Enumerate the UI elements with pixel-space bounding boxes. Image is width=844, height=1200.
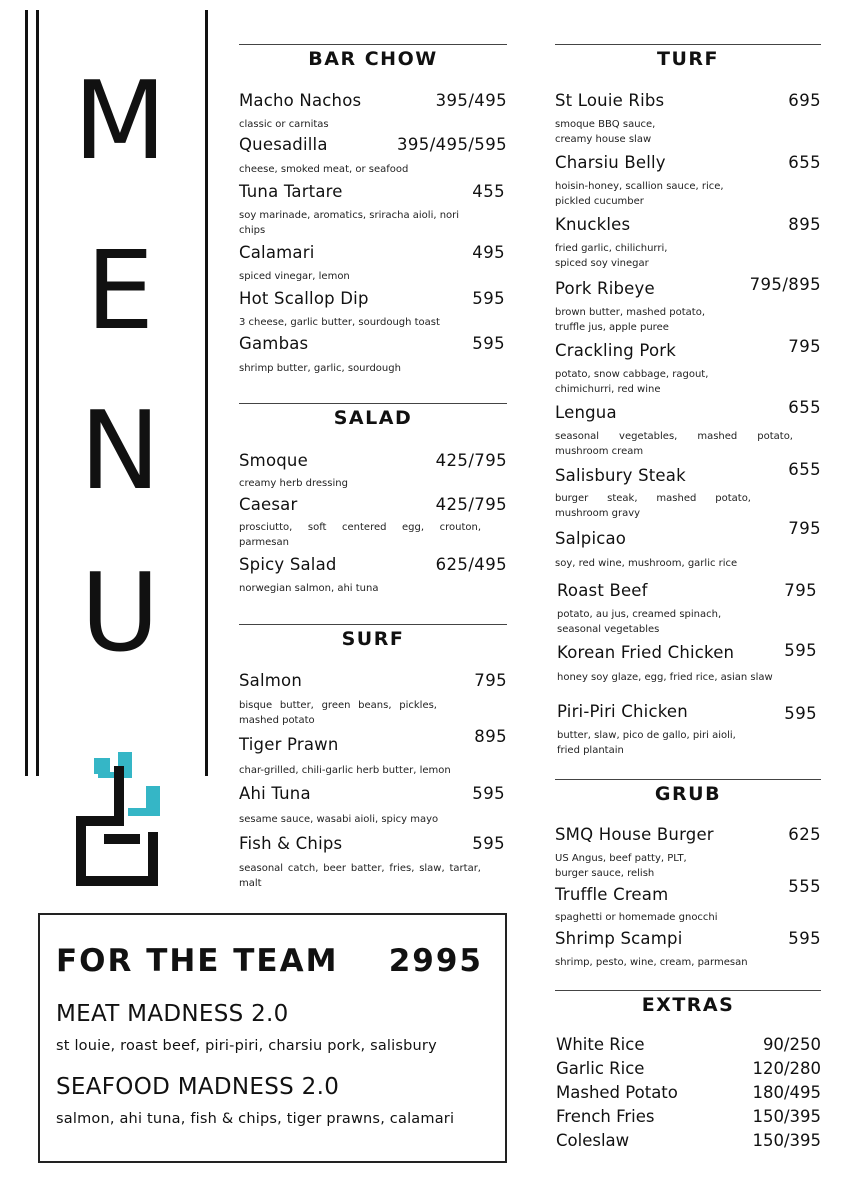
section-bar-chow <box>239 44 507 384</box>
item-price: 595 <box>788 929 821 948</box>
banner-rule-right <box>205 10 208 776</box>
item-name: Ahi Tuna <box>239 784 311 803</box>
item-name: St Louie Ribs <box>555 91 665 110</box>
section-title: SALAD <box>239 403 507 435</box>
section-extras <box>555 990 821 1160</box>
item-price: 395/495/595 <box>397 135 507 154</box>
item-name: Knuckles <box>555 215 631 234</box>
section-surf <box>239 624 507 894</box>
extras-price: 150/395 <box>752 1131 821 1150</box>
extras-row <box>555 1059 821 1083</box>
item-price: 655 <box>788 398 821 417</box>
banner-letter-n: N <box>79 389 161 514</box>
item-description: spaghetti or homemade gnocchi <box>555 912 718 923</box>
extras-row <box>555 1131 821 1155</box>
brand-logo-icon <box>74 752 166 892</box>
item-name: Shrimp Scampi <box>555 929 683 948</box>
team-option-description: st louie, roast beef, piri-piri, charsiu pork, salisbury <box>56 1038 437 1054</box>
item-name: Salisbury Steak <box>555 466 686 485</box>
item-price: 595 <box>472 289 505 308</box>
item-price: 595 <box>472 784 505 803</box>
item-description: 3 cheese, garlic butter, sourdough toast <box>239 317 440 328</box>
extras-name: White Rice <box>556 1035 645 1054</box>
item-description: smoque BBQ sauce, creamy house slaw <box>555 119 656 145</box>
banner-letter-m: M <box>73 59 167 184</box>
team-option-description: salmon, ahi tuna, fish & chips, tiger prawns, calamari <box>56 1111 455 1127</box>
item-name: Tiger Prawn <box>239 735 339 754</box>
item-name: Smoque <box>239 451 308 470</box>
item-description: classic or carnitas <box>239 119 329 130</box>
item-price: 495 <box>472 243 505 262</box>
item-price: 555 <box>788 877 821 896</box>
item-price: 425/795 <box>435 495 507 514</box>
item-name: Korean Fried Chicken <box>557 643 735 662</box>
section-turf <box>555 44 821 764</box>
item-price: 595 <box>472 834 505 853</box>
extras-name: French Fries <box>556 1107 655 1126</box>
item-name: Macho Nachos <box>239 91 362 110</box>
item-name: Pork Ribeye <box>555 279 655 298</box>
item-description: fried garlic, chilichurri, spiced soy vinegar <box>555 243 668 269</box>
extras-name: Garlic Rice <box>556 1059 645 1078</box>
extras-name: Coleslaw <box>556 1131 630 1150</box>
banner-rule-left <box>25 10 28 776</box>
item-price: 595 <box>784 641 817 660</box>
item-name: Caesar <box>239 495 298 514</box>
extras-row <box>555 1083 821 1107</box>
section-title: GRUB <box>555 779 821 811</box>
extras-row <box>555 1035 821 1059</box>
item-name: Tuna Tartare <box>239 182 343 201</box>
item-description: honey soy glaze, egg, fried rice, asian slaw <box>557 672 773 683</box>
item-description: soy marinade, aromatics, sriracha aioli, nori chips <box>239 210 460 236</box>
banner-rule-inner-left <box>36 10 39 776</box>
section-title: SURF <box>239 624 507 656</box>
item-description: norwegian salmon, ahi tuna <box>239 583 379 594</box>
item-price: 695 <box>788 91 821 110</box>
item-description: burger steak, mashed potato, mushroom gravy <box>555 493 751 519</box>
item-description: soy, red wine, mushroom, garlic rice <box>555 558 738 569</box>
item-price: 895 <box>474 727 507 746</box>
item-price: 625 <box>788 825 821 844</box>
item-description: hoisin-honey, scallion sauce, rice, pickled cucumber <box>555 181 724 207</box>
item-name: Spicy Salad <box>239 555 337 574</box>
item-description: char-grilled, chili-garlic herb butter, lemon <box>239 765 451 776</box>
banner-letter-u: U <box>80 551 160 676</box>
item-description: US Angus, beef patty, PLT, burger sauce, relish <box>555 853 687 879</box>
item-price: 395/495 <box>435 91 507 110</box>
section-salad <box>239 403 507 603</box>
item-price: 455 <box>472 182 505 201</box>
item-price: 795 <box>474 671 507 690</box>
item-description: seasonal catch, beer batter, fries, slaw, tartar, malt <box>239 863 481 889</box>
extras-price: 150/395 <box>752 1107 821 1126</box>
item-name: SMQ House Burger <box>555 825 714 844</box>
banner-letter-e: E <box>85 229 155 354</box>
item-price: 625/495 <box>435 555 507 574</box>
item-name: Crackling Pork <box>555 341 676 360</box>
extras-row <box>555 1107 821 1131</box>
item-description: shrimp, pesto, wine, cream, parmesan <box>555 957 748 968</box>
item-description: potato, snow cabbage, ragout, chimichurri, red wine <box>555 369 709 395</box>
section-title: BAR CHOW <box>239 44 507 76</box>
item-price: 795 <box>788 337 821 356</box>
item-price: 425/795 <box>435 451 507 470</box>
team-title: FOR THE TEAM <box>56 943 339 979</box>
item-name: Roast Beef <box>557 581 648 600</box>
item-description: brown butter, mashed potato, truffle jus, apple puree <box>555 307 706 333</box>
item-name: Salpicao <box>555 529 627 548</box>
item-price: 795/895 <box>749 275 821 294</box>
section-title: EXTRAS <box>555 990 821 1022</box>
item-name: Charsiu Belly <box>555 153 666 172</box>
item-description: butter, slaw, pico de gallo, piri aioli, fried plantain <box>557 730 736 756</box>
item-name: Truffle Cream <box>555 885 669 904</box>
extras-name: Mashed Potato <box>556 1083 678 1102</box>
item-description: cheese, smoked meat, or seafood <box>239 164 409 175</box>
item-price: 595 <box>472 334 505 353</box>
item-name: Hot Scallop Dip <box>239 289 369 308</box>
for-the-team-box <box>38 913 507 1163</box>
item-description: seasonal vegetables, mashed potato, mushroom cream <box>555 431 793 457</box>
item-description: shrimp butter, garlic, sourdough <box>239 363 401 374</box>
team-option-name: SEAFOOD MADNESS 2.0 <box>56 1074 340 1100</box>
item-price: 795 <box>788 519 821 538</box>
section-title: TURF <box>555 44 821 76</box>
section-grub <box>555 779 821 979</box>
item-description: bisque butter, green beans, pickles, mashed potato <box>239 700 437 726</box>
item-name: Gambas <box>239 334 309 353</box>
item-name: Lengua <box>555 403 617 422</box>
item-description: creamy herb dressing <box>239 478 348 489</box>
item-price: 795 <box>784 581 817 600</box>
team-option-name: MEAT MADNESS 2.0 <box>56 1001 289 1027</box>
item-price: 595 <box>784 704 817 723</box>
item-price: 655 <box>788 460 821 479</box>
item-price: 895 <box>788 215 821 234</box>
item-price: 655 <box>788 153 821 172</box>
extras-price: 120/280 <box>752 1059 821 1078</box>
item-description: prosciutto, soft centered egg, crouton, parmesan <box>239 522 481 548</box>
item-name: Salmon <box>239 671 302 690</box>
item-name: Calamari <box>239 243 315 262</box>
item-name: Piri-Piri Chicken <box>557 702 688 721</box>
item-description: potato, au jus, creamed spinach, seasonal vegetables <box>557 609 722 635</box>
item-description: spiced vinegar, lemon <box>239 271 350 282</box>
item-description: sesame sauce, wasabi aioli, spicy mayo <box>239 814 439 825</box>
extras-price: 90/250 <box>762 1035 821 1054</box>
extras-price: 180/495 <box>752 1083 821 1102</box>
team-price: 2995 <box>388 943 483 979</box>
item-name: Fish & Chips <box>239 834 343 853</box>
item-name: Quesadilla <box>239 135 328 154</box>
